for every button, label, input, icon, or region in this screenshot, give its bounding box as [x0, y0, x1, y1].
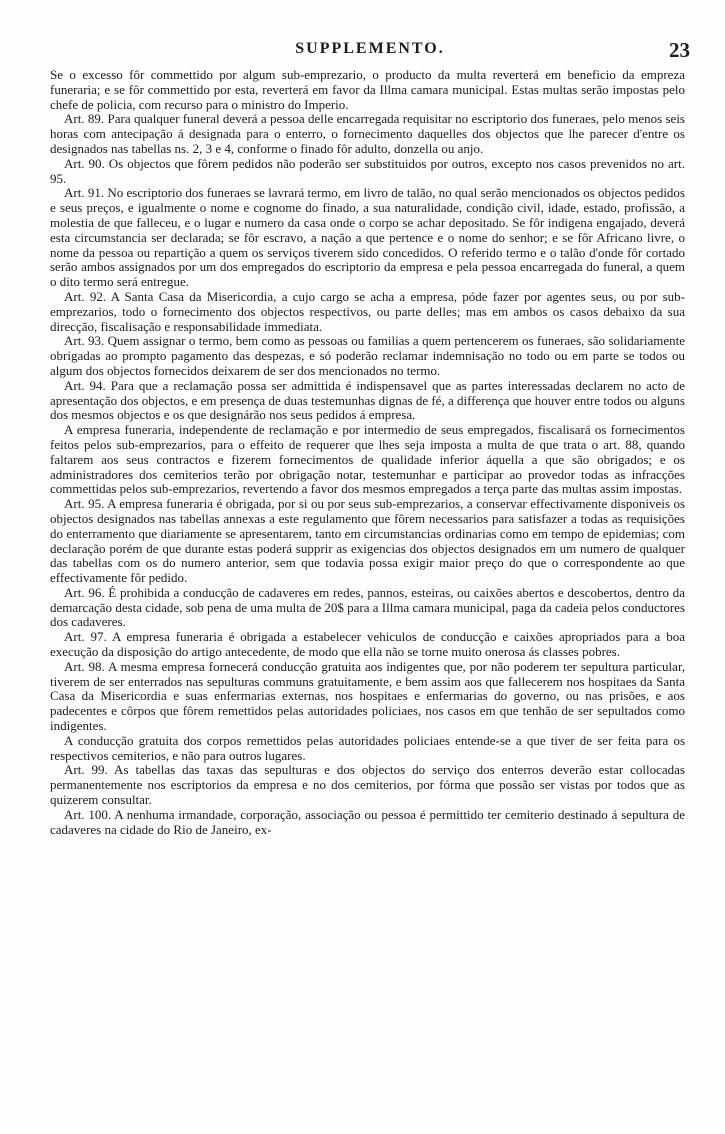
paragraph-art-100: Art. 100. A nenhuma irmandade, corporação, associação ou pessoa é permittido ter cemiterio destinado á sepultura de cadaveres na cidade do Rio de Janeiro, ex-	[50, 806, 685, 837]
paragraph-art-90: Art. 90. Os objectos que fôrem pedidos não poderão ser substituidos por outros, excepto nos casos prevenidos no art. 95.	[50, 155, 685, 186]
paragraph-art-93: Art. 93. Quem assignar o termo, bem como as pessoas ou familias a quem pertencerem os funeraes, são solidariamente obrigadas ao prompto pagamento das despezas, e só poderão reclamar indemnisação no todo ou em parte se todos ou algum dos objectos fornecidos deixarem de ser dos mencionados no termo.	[50, 333, 685, 378]
paragraph-art-92: Art. 92. A Santa Casa da Misericordia, a cujo cargo se acha a empresa, póde fazer por agentes seus, ou por sub-emprezarios, todo o fornecimento dos objectos respectivos, ou parte delles; mas em ambos os casos debaixo da sua direcção, fiscalisação e responsabilidade immediata.	[50, 288, 685, 334]
paragraph-art-94: Art. 94. Para que a reclamação possa ser admittida é indispensavel que as partes interessadas declarem no acto de apresentação dos objectos, e em presença de duas testemunhas dignas de fé, a differença que houver entre todos ou alguns dos mesmos objectos e os que designárão nos seus pedidos á empresa.	[50, 377, 685, 423]
paragraph-art-98: Art. 98. A mesma empresa fornecerá conducção gratuita aos indigentes que, por não poderem ter sepultura particular, tiverem de ser enterrados nas sepulturas communs gratuitamente, e bem assim aos que fallecerem nos hospitaes da Santa Casa da Misericordia e suas enfermarias externas, nos hospitaes e enfermarias do governo, ou nas prisões, e aos padecentes e côrpos que fôrem remettidos pelas autoridades policiaes, nos casos em que tenhão de ser sepultados como indigentes.	[50, 658, 685, 734]
paragraph-art-89: Art. 89. Para qualquer funeral deverá a pessoa delle encarregada requisitar no escriptorio dos funeraes, pelo menos seis horas com antecipação á designada para o enterro, o fornecimento daquelles dos objectos que lhe parecer d'entre os designados nas tabellas ns. 2, 3 e 4, conforme o finado fôr adulto, donzella ou anjo.	[50, 111, 685, 156]
running-head	[50, 40, 690, 66]
paragraph-art-98-sub: A conducção gratuita dos corpos remettidos pelas autoridades policiaes entende-se a que tiver de ser feita para os respectivos cemiterios, e não para outros lugares.	[50, 732, 685, 763]
page-number: 23	[669, 38, 690, 62]
paragraph-art-95: Art. 95. A empresa funeraria é obrigada, por si ou por seus sub-emprezarios, a conservar effectivamente disponiveis os objectos designados nas tabellas annexas a este regulamento que fôrem necessarios para satisfazer a todas as requisições do enterramento que diariamente se apresentarem, tanto em circumstancias ordinarias como em tempo de epidemias; com declaração porém de que durante estas poderá supprir as exigencias dos objectos designados em um numero de qualquer das tabellas com os do numero anterior, sem que todavia possa exigir maior preço do que o correspondente ao que effectivamente fôr pedido.	[50, 496, 685, 586]
paragraph-continuation: Se o excesso fôr commettido por algum sub-emprezario, o producto da multa reverterá em beneficio da empreza funeraria; e se fôr commettido por esta, reverterá em favor da Illma camara municipal. Estas multas serão impostas pelo chefe de policia, com recurso para o ministro do Imperio.	[50, 67, 685, 112]
paragraph-art-99: Art. 99. As tabellas das taxas das sepulturas e dos objectos do serviço dos enterros deverão estar collocadas permanentemente nos escriptorios da empresa e no dos cemiterios, por fórma que possão ser vistas por todos que as quizerem consultar.	[50, 762, 685, 808]
paragraph-art-91: Art. 91. No escriptorio dos funeraes se lavrará termo, em livro de talão, no qual serão mencionados os objectos pedidos e seus preços, e igualmente o nome e cognome do finado, a sua naturalidade, condição civil, idade, estado, profissão, a molestia de que falleceu, e o lugar e numero da casa onde o corpo se achar depositado. Se fôr indigena engajado, deverá esta circumstancia ser declarada; se fôr escravo, a nação a que pertence e o nome do senhor; e se fôr Africano livre, o nome da pessoa ou repartição a quem os serviços tiverem sido concedidos. O referido termo e o talão d'onde fôr cortado serão ambos assignados por um dos empregados do escriptorio da empresa e pela pessoa encarregada do funeral, a quem o dito termo será entregue.	[50, 185, 685, 290]
text-body	[50, 68, 685, 837]
paragraph-art-96: Art. 96. É prohibida a conducção de cadaveres em redes, pannos, esteiras, ou caixões abertos e descobertos, dentro da demarcação desta cidade, sob pena de uma multa de 20$ para a Illma camara municipal, paga da cadeia pelos conductores dos cadaveres.	[50, 584, 685, 630]
paragraph-art-94-sub: A empresa funeraria, independente de reclamação e por intermedio de seus empregados, fiscalisará os fornecimentos feitos pelos sub-emprezarios, para o effeito de requerer que lhes seja imposta a multa de que trata o art. 88, quando faltarem aos seus contractos e fizerem fornecimentos de qualidade inferior áquella a que são obrigados; e os administradores dos cemiterios terão por obrigação notar, testemunhar e participar ao provedor todas as infracções commettidas pelos sub-emprezarios, revertendo a favor dos mesmos empregados a terça parte das multas assim impostas.	[50, 422, 685, 497]
paragraph-art-97: Art. 97. A empresa funeraria é obrigada a estabelecer vehiculos de conducção e caixões apropriados para a boa execução da disposição do artigo antecedente, de modo que ella não se torne muito onerosa ás classes pobres.	[50, 629, 685, 660]
page-title: SUPPLEMENTO.	[295, 40, 445, 57]
